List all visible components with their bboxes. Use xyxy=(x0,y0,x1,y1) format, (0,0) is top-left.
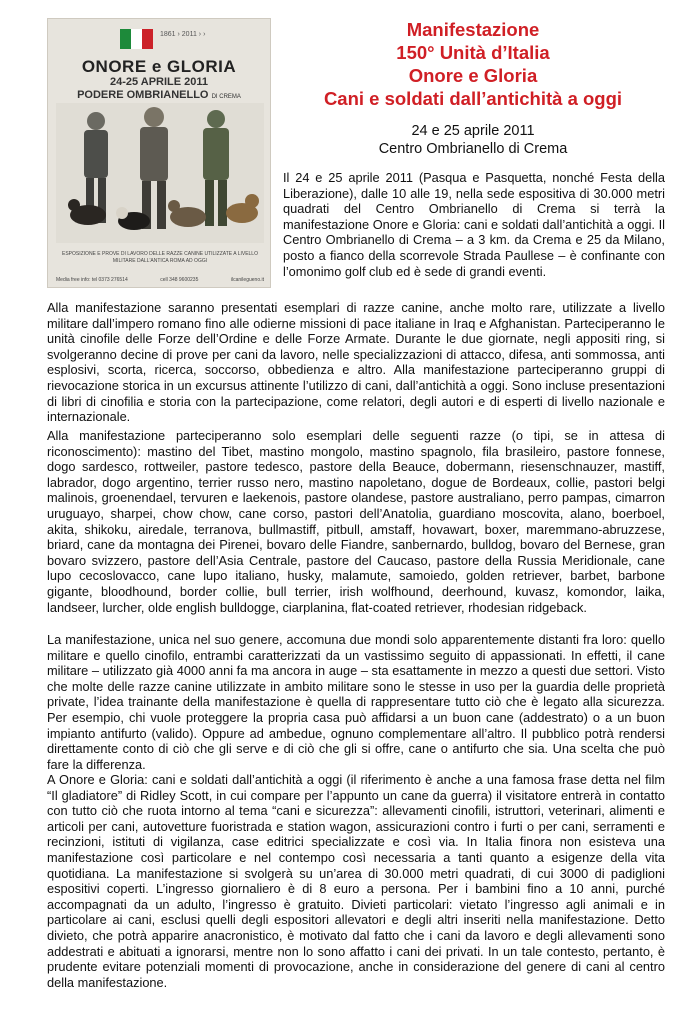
paragraph-intro: Il 24 e 25 aprile 2011 (Pasqua e Pasquetta, nonché Festa della Liberazione), dalle 10 alle 19, nella sede espositiva di 30.000 metri quadrati del Centro Ombrianello di Crema si terrà la manifestazione Onore e Gloria: cani e soldati dall’antichità a oggi. Il Centro Ombrianello di Crema – a 3 km. da Crema e 25 da Milano, posto a fianco della scorrevole Strada Paullese – è confinante con l’omonimo golf club ed è sede di grandi eventi. xyxy=(283,170,665,279)
event-date: 24 e 25 aprile 2011 xyxy=(411,123,535,139)
poster-info-right: cell 348 9600235 xyxy=(160,277,199,283)
poster-title: ONORE e GLORIA xyxy=(81,57,237,76)
heading-line-3: Onore e Gloria xyxy=(408,65,538,86)
soldiers-and-dogs-illustration xyxy=(56,103,264,243)
italian-flag-icon xyxy=(120,29,154,49)
poster-info xyxy=(56,277,264,283)
poster-dates: 24-25 APRILE 2011 xyxy=(109,76,209,88)
document-subheading xyxy=(283,122,663,158)
poster-place-name: PODERE OMBRIANELLO xyxy=(77,89,209,101)
paragraph-program: Alla manifestazione saranno presentati esemplari di razze canine, anche molto rare, utilizzate a livello militare dall’impero romano fino alle odierne missioni di pace italiane in Iraq e Afghanistan. Parteciperanno le unità cinofile delle Forze dell’Ordine e delle Forze Armate. Durante le due giornate, negli appositi ring, si svolgeranno decine di prove per cani da lavoro, nelle specializzazioni di attacco, difesa, anti sommossa, anti esplosivi, scorta, ricerca, soccorso, obbedienza e altro. Alla manifestazione parteciperanno gruppi di rievocazione storica in un excursus attinente l’utilizzo di cani, dall’antichità a oggi. Sono incluse presentazioni di libri di cinofilia e storia con la partecipazione, come relatori, degli autori e di esperti di livello nazionale e internazionale. xyxy=(47,300,665,425)
paragraph-concept: La manifestazione, unica nel suo genere, accomuna due mondi solo apparentemente distanti fra loro: quello militare e quello cinofilo, entrambi caratterizzati da un vastissimo seguito di appassionati. In effetti, il cane militare – utilizzato già 4000 anni fa ma ancora in auge – sta esattamente in mezzo a questi due settori. Visto che molte delle razze canine utilizzate in ambito militare sono le stesse in uso per la guardia delle proprietà private, l’idea trainante della manifestazione è quella di rappresentare tutto ciò che è legato alla sicurezza. Per esempio, chi vuole proteggere la propria casa può affidarsi a un buon cane (addestrato) o a un buon impianto antifurto (valido). Oppure ad ambedue, ognuno complementare all’altro. Il pubblico potrà rendersi direttamente conto di ciò che gli serve e di ciò che gli si offre, cane o antifurto che sia. Una scelta che può fare la differenza. xyxy=(47,632,665,772)
poster-site: ilcanilegueno.it xyxy=(230,277,264,283)
event-place: Centro Ombrianello di Crema xyxy=(378,141,568,157)
heading-line-1: Manifestazione xyxy=(406,19,540,40)
heading-line-4: Cani e soldati dall’antichità a oggi xyxy=(323,88,623,109)
poster-info-left: Media free info: tel 0373 276514 xyxy=(56,277,128,283)
poster-footer: ESPOSIZIONE E PROVE DI LAVORO DELLE RAZZE CANINE UTILIZZATE A LIVELLO MILITARE DALL'ANTICA ROMA AD OGGI xyxy=(62,251,258,264)
heading-line-2: 150° Unità d’Italia xyxy=(396,42,550,63)
poster-place-small: DI CREMA xyxy=(211,94,241,100)
paragraph-details: A Onore e Gloria: cani e soldati dall’antichità a oggi (il riferimento è anche a una famosa frase detta nel film “Il gladiatore” di Ridley Scott, in cui compare per l’appunto un cane da guerra) il visitatore entrerà in contatto con tutto ciò che ruota intorno al tema “cani e sicurezza”: allevamenti cinofili, istruttori, veterinari, alimenti e articoli per cani, autovetture fuoristrada e station wagon, assicurazioni contro i furti o per cani, serramenti e recinzioni, istituti di vigilanza, case editrici specializzate e così via. In Italia finora non esisteva una manifestazione così particolare e nel contempo così necessaria a tanti quanto a esigenze della vita quotidiana. La manifestazione si svolgerà su un’area di 30.000 metri quadrati, di cui 3000 di padiglioni espositivi coperti. L’ingresso giornaliero è di 8 euro a persona. Per i bambini fino a 10 anni, purché accompagnati da un adulto, l’ingresso è gratuito. Divieti particolari: vietato l’ingresso agli animali e in particolare ai cani, esclusi quelli degli espositori allevatori e degli altri inseriti nella manifestazione. Detto divieto, che potrà apparire anacronistico, è motivato dal fatto che i cani da lavoro e degli allevamenti sono addestrati e abituati a ignorarsi, mentre non lo sono affatto i cani dei privati. In un tale contesto, pertanto, è prudente evitare potenziali momenti di provocazione, anche in considerazione del genere di cani al centro della manifestazione. xyxy=(47,772,665,990)
document-heading xyxy=(283,18,663,110)
event-poster xyxy=(47,18,271,288)
poster-years: 1861 › 2011 › › xyxy=(160,31,206,38)
paragraph-breeds: Alla manifestazione parteciperanno solo esemplari delle seguenti razze (o tipi, se in attesa di riconoscimento): mastino del Tibet, mastino mongolo, mastino spagnolo, fila brasileiro, pastore fonnese, dogo sardesco, rottweiler, pastore tedesco, pastore della Beauce, dobermann, riesenschnauzer, mastiff, labrador, dogo argentino, terrier russo nero, mastino napoletano, dogue de Bordeaux, collie, pastori belgi malinois, groenendael, tervuren e laekenois, pastore olandese, pastore australiano, perro pampas, cimarron uruguayo, sharpei, chow chow, cane corso, pastori dell’Anatolia, guardiano moscovita, alano, boerboel, akita, shikoku, airedale, terranova, bullmastiff, pitbull, amstaff, hovawart, boxer, maremmano-abruzzese, briard, cane da montagna dei Pirenei, bovaro delle Fiandre, sanbernardo, bulldog, bovaro del Bernese, gran bovaro svizzero, pastore dell’Asia Centrale, pastore del Caucaso, pastore della Russia Meridionale, cane lupo cecoslovacco, cane lupo italiano, husky, malamute, samoiedo, golden retriever, barbet, barbone gigante, bloodhound, border collie, bull terrier, irish wolfhound, deerhound, kuvasz, komondor, laika, landseer, lurcher, olde english bulldogge, ciarplanina, flat-coated retriever, rhodesian ridgeback. xyxy=(47,428,665,615)
poster-place xyxy=(48,89,270,101)
